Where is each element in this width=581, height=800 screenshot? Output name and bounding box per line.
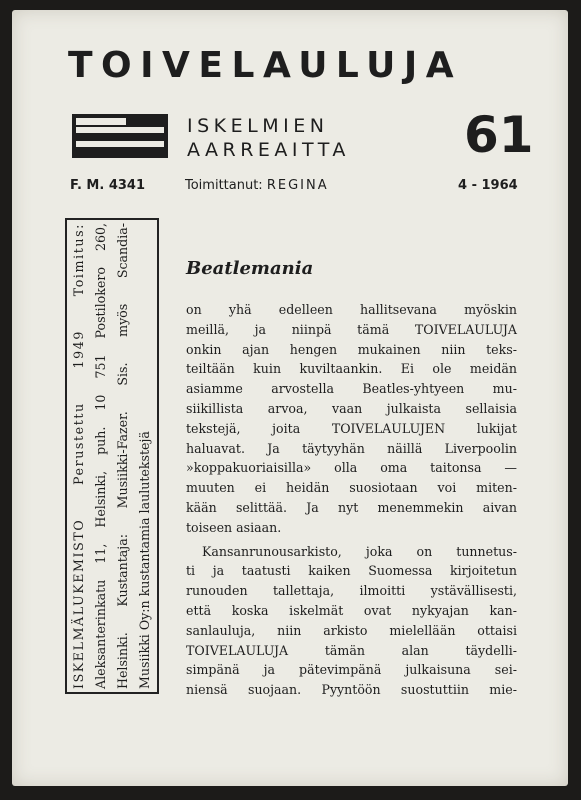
article-body [186, 300, 517, 700]
striped-flag-logo-icon [72, 114, 168, 158]
article-line: on yhä edelleen hallitsevana myöskin [186, 302, 517, 317]
editor-label: Toimittanut: [185, 178, 263, 193]
subtitle-line-1: ISKELMIEN [187, 115, 329, 137]
publisher-info-line: Musiikki Oy:n kustantamia laulutekstejä [137, 431, 152, 689]
article-line: ti ja taatusti kaiken Suomessa kirjoitetun [186, 563, 517, 579]
article-line: että koska iskelmät ovat nykyajan kan- [186, 602, 517, 618]
publisher-info-line: Aleksanterinkatu 11, Helsinki, puh. 10 751 Postilokero 260, [93, 223, 108, 689]
article-line: siikillista arvoa, vaan julkaista sellaisia [186, 400, 517, 416]
article-line: onkin ajan hengen mukainen niin teks- [186, 341, 517, 357]
article-line: »koppakuoriaisilla» olla oma taitonsa — [186, 460, 517, 476]
article-line: sanlauluja, niin arkisto mielellään ottaisi [186, 622, 517, 638]
article-line: runouden tallettaja, ilmoitti ystävällisesti, [186, 583, 517, 599]
article-line: muuten ei heidän suosiotaan voi miten- [186, 480, 517, 496]
editor-credit [185, 178, 329, 193]
article-line: TOIVELAULUJA tämän alan täydelli- [186, 642, 517, 658]
publisher-info-box [65, 218, 159, 694]
article-line: niensä suojaan. Pyyntöön suostuttiin mie- [186, 682, 517, 698]
publisher-info-text [68, 223, 156, 689]
fm-code: F. M. 4341 [70, 178, 146, 193]
article-line: toiseen asiaan. [186, 519, 282, 535]
issue-number: 61 [464, 106, 534, 164]
editor-name: REGINA [266, 178, 329, 193]
article-line: haluavat. Ja täytyyhän näillä Liverpoolin [186, 440, 517, 456]
issue-date: 4 - 1964 [458, 178, 518, 193]
magazine-title: TOIVELAULUJA [68, 45, 463, 86]
article-line: asiamme arvostella Beatles-yhtyeen mu- [186, 381, 517, 397]
article-line: simpänä ja pätevimpänä julkaisuna sei- [186, 662, 517, 678]
article-line: teiltään kuin kuviltaankin. Ei ole meidän [186, 361, 517, 377]
article-line: kään selittää. Ja nyt menemmekin aivan [186, 499, 517, 515]
article-line: tekstejä, joita TOIVELAULUJEN lukijat [186, 420, 517, 436]
article-line: Kansanrunousarkisto, joka on tunnetus- [202, 543, 517, 559]
publisher-info-line: ISKELMÄLUKEMISTO Perustettu 1949 Toimitus: [71, 223, 86, 689]
publisher-info-line: Helsinki. Kustantaja: Musiikki-Fazer. Sis. myös Scandia- [115, 223, 130, 689]
article-heading: Beatlemania [186, 258, 314, 279]
magazine-page [12, 10, 568, 786]
subtitle-line-2: AARREAITTA [187, 139, 350, 161]
article-line: meillä, ja niinpä tämä TOIVELAULUJA [186, 321, 517, 337]
